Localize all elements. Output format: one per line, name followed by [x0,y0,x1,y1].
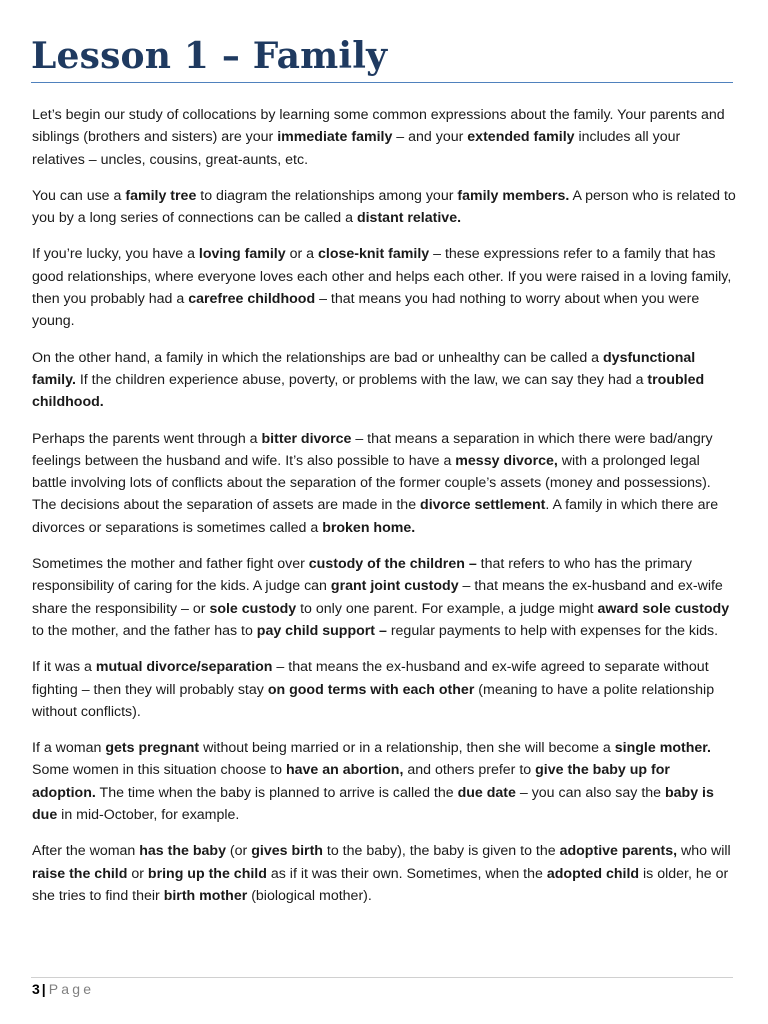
key-phrase: family members. [457,187,570,204]
key-phrase: dysfunctional family. [32,349,696,388]
text-run: who will [677,843,731,860]
title-underline [31,82,733,83]
paragraph [32,737,736,826]
text-run: without being married or in a relationship, then she will become a [199,740,615,757]
key-phrase: have an abortion, [285,762,404,779]
key-phrase: broken home. [322,519,416,536]
text-run: (or [225,843,252,860]
key-phrase: bring up the child [147,865,267,882]
footer-separator: | [41,981,46,997]
key-phrase: bitter divorce [261,430,352,447]
key-phrase: raise the child [32,865,128,882]
text-run: – that means the ex-husband and ex-wife share the responsibility – or [32,578,723,617]
text-run: – these expressions refer to a family that has good relationships, where everyone loves each other and helps each other. If you were raised in a loving family, then you probably had a [32,246,732,308]
text-run: On the other hand, a family in which the relationships are bad or unhealthy can be called a [32,349,604,366]
page-label: Page [48,981,95,997]
paragraph [32,347,736,414]
text-run: If you’re lucky, you have a [32,246,199,263]
paragraph [32,104,736,171]
text-run: (meaning to have a polite relationship without conflicts). [32,681,715,720]
paragraph [32,840,736,907]
text-run: The time when the baby is planned to arrive is called the [95,784,458,801]
key-phrase: messy divorce, [455,452,558,469]
text-run: Sometimes the mother and father fight over [32,556,309,573]
page-footer [32,980,94,998]
key-phrase: due date [457,784,516,801]
text-run: – that means you had nothing to worry about when you were young. [32,291,700,330]
text-run: includes all your relatives – uncles, cousins, great-aunts, etc. [32,129,681,168]
key-phrase: immediate family [277,129,393,146]
page-title: Lesson 1 – Family [31,35,388,77]
text-run: . A family in which there are divorces or separations is sometimes called a [32,497,719,536]
key-phrase: give the baby up for adoption. [32,762,670,801]
key-phrase: distant relative. [356,210,462,227]
text-run: or [127,865,148,882]
key-phrase: carefree childhood [188,291,316,308]
key-phrase: loving family [198,246,286,263]
paragraph [32,553,736,642]
paragraph [32,428,736,539]
paragraph [32,656,736,723]
key-phrase: grant joint custody [330,578,459,595]
text-run: or a [285,246,318,263]
key-phrase: award sole custody [597,600,730,617]
page-number: 3 [32,981,40,997]
text-run: If it was a [32,659,96,676]
text-run: (biological mother). [247,887,372,904]
key-phrase: troubled childhood. [32,371,705,411]
text-run: to diagram the relationships among your [196,187,458,204]
key-phrase: has the baby [139,843,226,860]
paragraph [32,243,736,332]
text-run: that refers to who has the primary responsibility of caring for the kids. A judge can [32,556,692,595]
text-run: Perhaps the parents went through a [32,430,262,447]
key-phrase: adopted child [546,865,640,882]
text-run: in mid-October, for example. [57,807,240,824]
key-phrase: extended family [467,129,575,146]
text-run: to the baby), the baby is given to the [322,843,560,860]
key-phrase: on good terms with each other [267,681,475,698]
text-run: as if it was their own. Sometimes, when the [266,865,547,882]
paragraph [32,185,736,230]
text-run: is older, he or she tries to find their [32,865,729,904]
text-run: and others prefer to [403,762,536,779]
footer-divider [31,977,733,978]
key-phrase: mutual divorce/separation [95,659,273,676]
key-phrase: sole custody [209,600,297,617]
text-run: After the woman [32,843,140,860]
text-run: If the children experience abuse, poverty, or problems with the law, we can say they had a [75,371,648,388]
text-run: Let’s begin our study of collocations by learning some common expressions about the family. Your parents and siblings (brothers and sisters) are your [32,107,725,146]
key-phrase: gives birth [251,843,323,860]
key-phrase: birth mother [163,887,248,904]
key-phrase: baby is due [32,784,714,824]
text-run: with a prolonged legal battle involving lots of conflicts about the separation of the former couple’s assets (money and possessions). The decisions about the separation of assets are made in the [32,452,711,514]
text-run: – you can also say the [515,784,665,801]
text-run: A person who is related to you by a long series of connections can be called a [32,187,736,227]
key-phrase: single mother. [614,740,711,757]
key-phrase: gets pregnant [105,740,200,757]
text-run: – that means a separation in which there were bad/angry feelings between the husband and wife. It’s also possible to have a [32,430,713,469]
key-phrase: close-knit family [317,246,430,263]
text-run: Some women in this situation choose to [32,762,286,779]
text-run: – that means the ex-husband and ex-wife agreed to separate without fighting – then they will probably stay [32,659,709,698]
key-phrase: divorce settlement [420,497,546,514]
lesson-body [32,104,736,921]
text-run: You can use a [32,187,126,204]
text-run: If a woman [32,740,106,757]
text-run: to only one parent. For example, a judge might [296,600,598,617]
key-phrase: family tree [125,187,197,204]
text-run: regular payments to help with expenses for the kids. [386,622,719,639]
text-run: – and your [392,129,468,146]
text-run: to the mother, and the father has to [32,622,257,639]
key-phrase: adoptive parents, [559,843,678,860]
key-phrase: pay child support – [256,622,387,639]
key-phrase: custody of the children – [308,556,477,573]
